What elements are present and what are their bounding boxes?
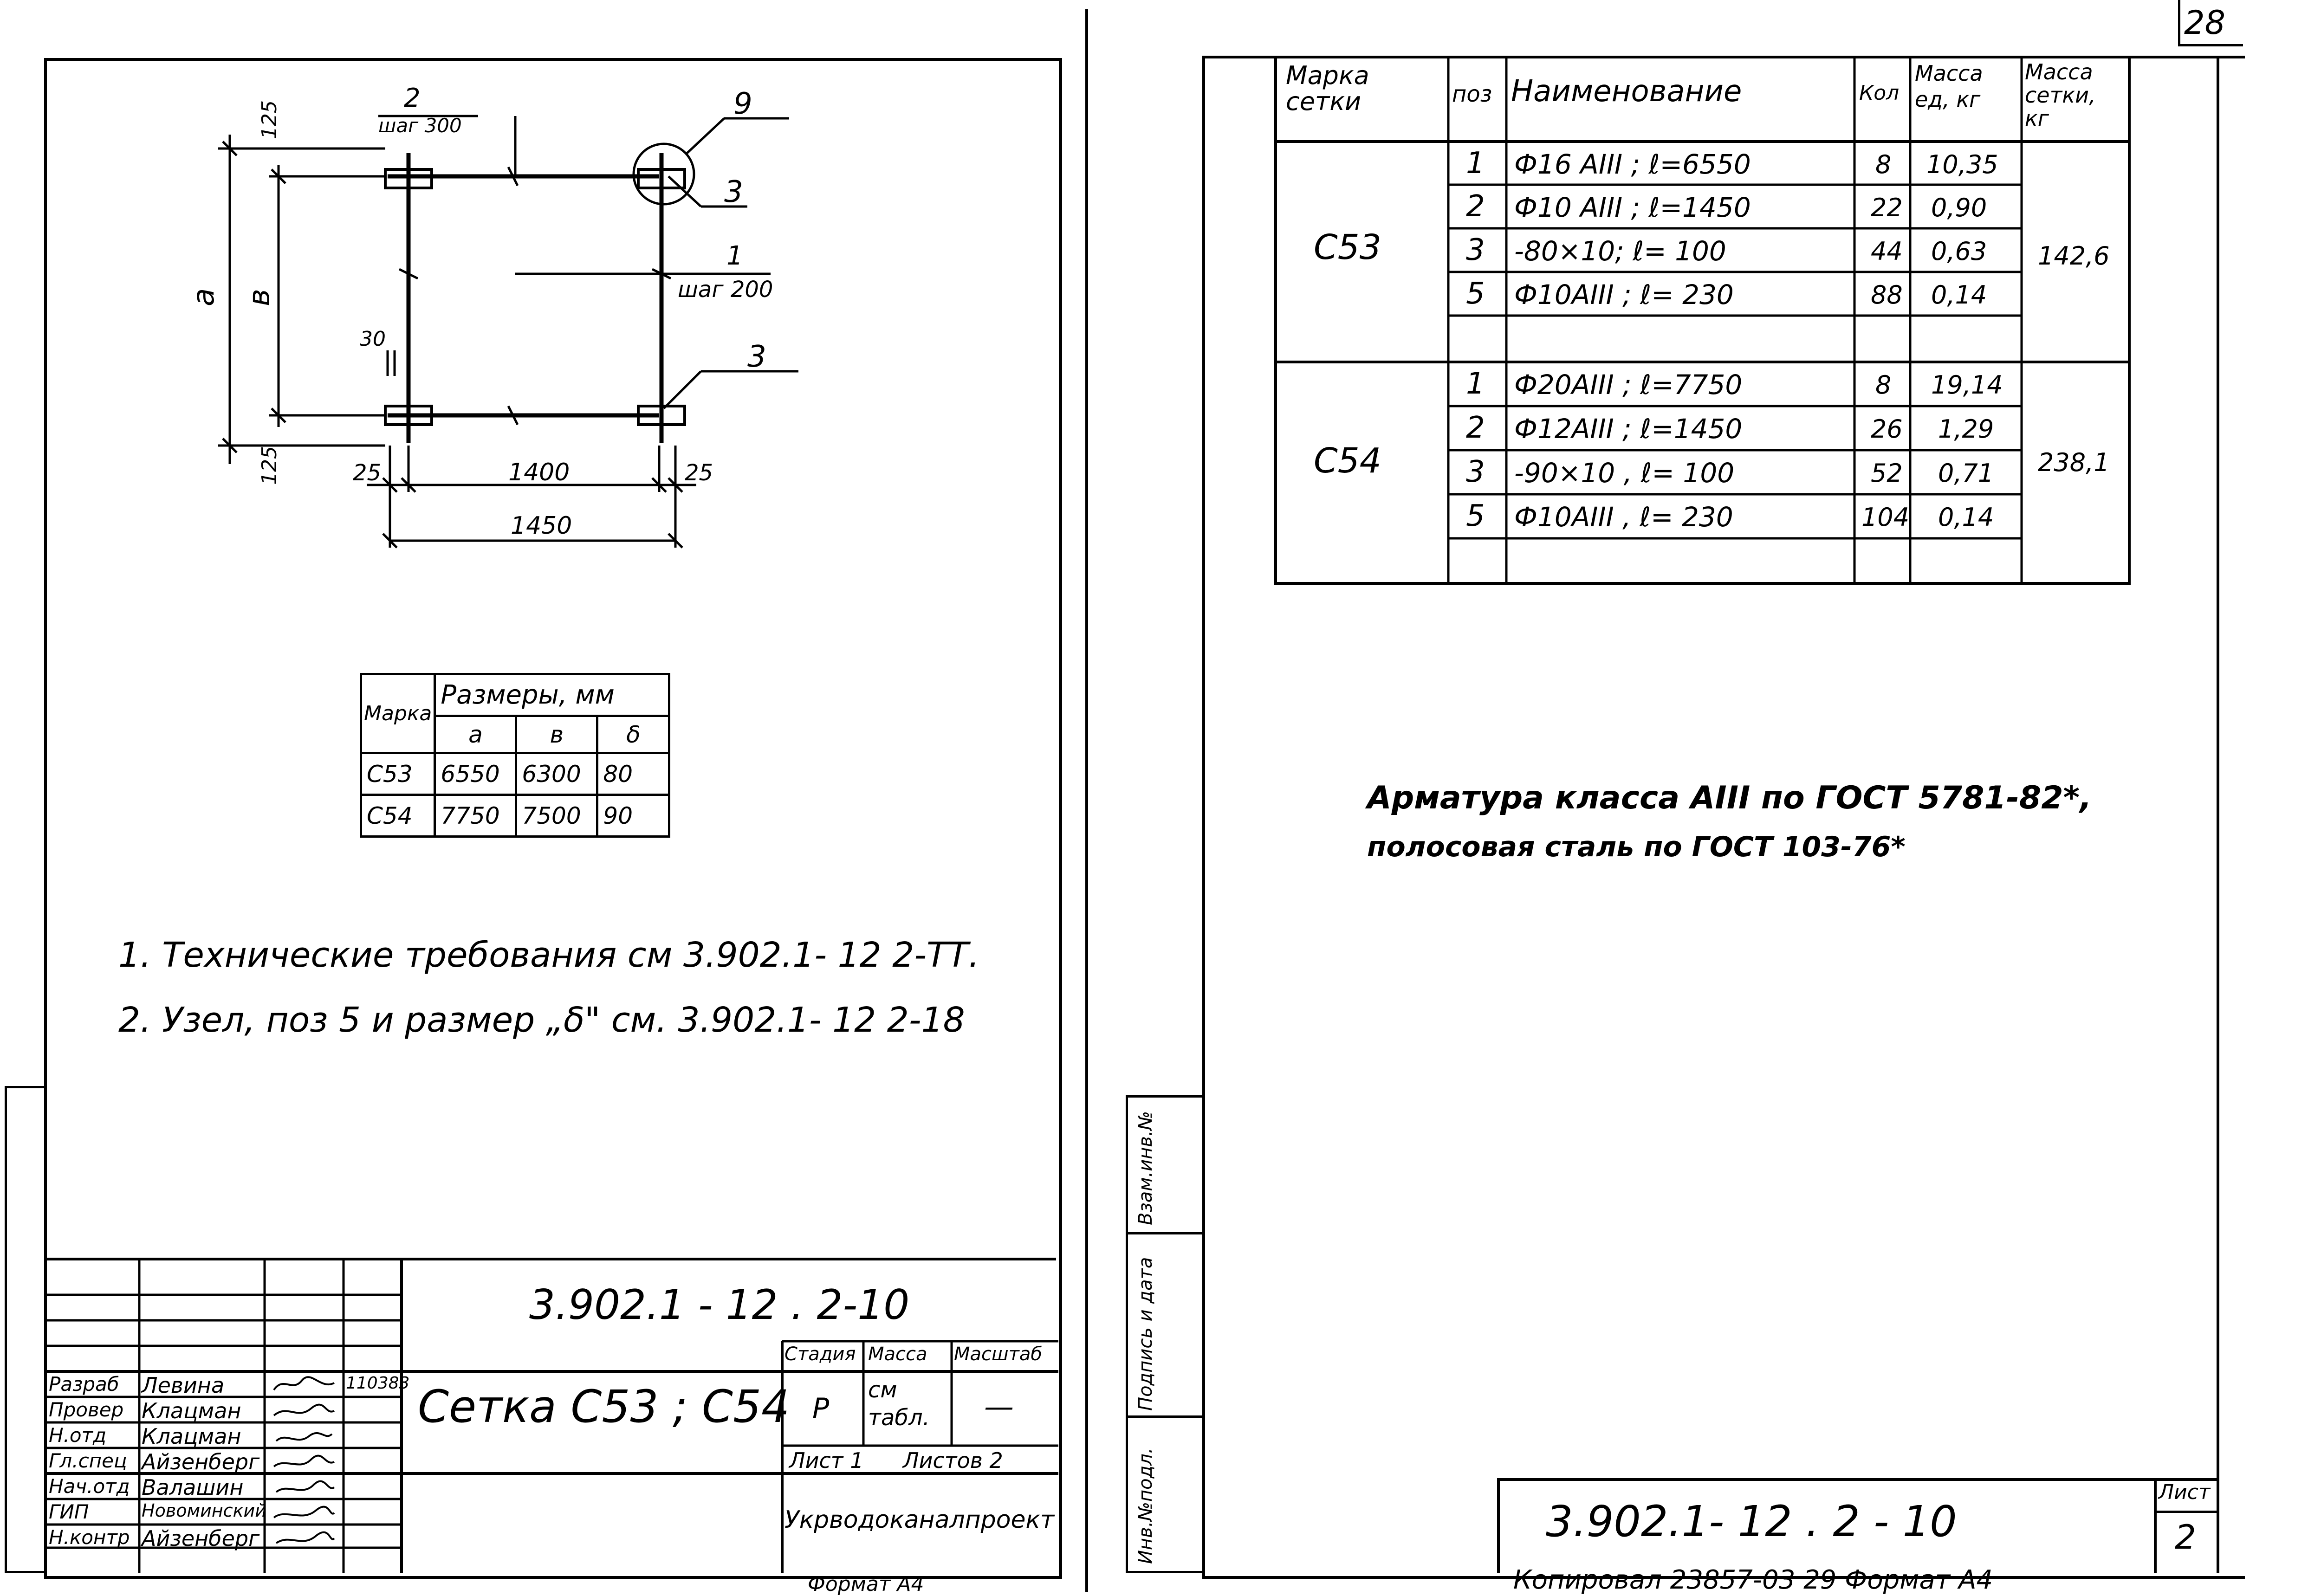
spec-name: Ф10АIII ; ℓ= 230	[1514, 279, 1734, 310]
mass-value: см табл.	[868, 1377, 930, 1431]
role: Нач.отд	[49, 1475, 130, 1498]
spec-header-name: Наименование	[1511, 74, 1742, 109]
dim-30: 30	[360, 327, 386, 351]
sizes-d: 90	[597, 795, 669, 837]
scale-value: —	[984, 1390, 1014, 1424]
mass-label: Масса	[868, 1344, 927, 1365]
right-bar-step: шаг 200	[678, 277, 773, 303]
spec-mass: 0,90	[1931, 193, 1987, 222]
spec-name: -90×10 , ℓ= 100	[1514, 457, 1735, 489]
sizes-mark-header: Марка	[361, 674, 435, 753]
spec-mass: 10,35	[1926, 150, 1998, 179]
side-stamp-divider-2	[1126, 1415, 1202, 1418]
reinforcement-note-line1: Арматура класса АIII по ГОСТ 5781-82*,	[1367, 780, 2092, 816]
spec-pos: 2	[1466, 189, 1485, 224]
spec-mass: 0,14	[1931, 280, 1987, 310]
approval-date: 110383	[346, 1374, 410, 1393]
sizes-a: 6550	[435, 753, 516, 795]
format-label: Формат А4	[808, 1572, 924, 1596]
scale-label: Масштаб	[954, 1344, 1043, 1365]
spec-qty: 8	[1875, 150, 1892, 179]
dim-25-right: 25	[685, 460, 713, 486]
side-stamp-2: Подпись и дата	[1135, 1257, 1156, 1411]
dim-1400: 1400	[508, 459, 570, 486]
spec-mass: 0,71	[1938, 459, 1994, 488]
spec-group-mark: С53	[1314, 227, 1381, 267]
spec-qty: 52	[1871, 459, 1903, 488]
dim-b: в	[242, 289, 277, 306]
title-block-title: Сетка С53 ; С54	[418, 1381, 790, 1433]
spec-qty: 104	[1861, 503, 1910, 532]
spec-qty: 22	[1871, 193, 1903, 222]
role: Разраб	[49, 1373, 119, 1396]
role-name: Новоминский	[142, 1500, 266, 1521]
sheets-label: Листов 2	[903, 1448, 1003, 1473]
spec-mass: 0,14	[1938, 503, 1994, 532]
sheet-divider	[1085, 9, 1088, 1592]
role: Провер	[49, 1398, 124, 1421]
footer-sheet-label: Лист	[2159, 1480, 2211, 1504]
sizes-mark: С53	[361, 753, 435, 795]
spec-header-mesh-mass: Масса сетки, кг	[2025, 59, 2096, 131]
note-2: 2. Узел, поз 5 и размер „δ" см. 3.902.1- 12 2-18	[118, 1000, 965, 1040]
sizes-a: 7750	[435, 795, 516, 837]
spec-mass: 1,29	[1938, 414, 1994, 444]
callout-9: 9	[733, 87, 752, 121]
callout-3-bottom: 3	[747, 340, 766, 374]
spec-name: -80×10; ℓ= 100	[1514, 235, 1726, 267]
side-stamp-1: Взам.инв.№	[1135, 1111, 1156, 1225]
spec-name: Ф10 АIII ; ℓ=1450	[1514, 192, 1751, 223]
dim-125-bottom: 125	[258, 446, 281, 485]
dim-125-top: 125	[258, 100, 281, 139]
callout-3-top: 3	[724, 175, 743, 209]
spec-group-total: 238,1	[2038, 448, 2110, 477]
stage-value: Р	[812, 1392, 830, 1425]
spec-pos: 1	[1466, 367, 1485, 401]
right-sheet-inner-border	[2217, 56, 2219, 1573]
role-name: Валашин	[142, 1475, 244, 1500]
spec-header-unit-mass: Масса ед, кг	[1915, 61, 1983, 112]
spec-mass: 0,63	[1931, 237, 1987, 266]
spec-group-total: 142,6	[2038, 241, 2110, 271]
role: Гл.спец	[49, 1449, 127, 1472]
title-block-code: 3.902.1 - 12 . 2-10	[529, 1281, 910, 1329]
role: Н.отд	[49, 1424, 107, 1447]
spec-name: Ф10АIII , ℓ= 230	[1514, 501, 1733, 533]
role: ГИП	[49, 1500, 89, 1523]
role-name: Клацман	[142, 1398, 241, 1423]
note-1: 1. Технические требования см 3.902.1- 12 2-ТТ.	[118, 935, 979, 975]
dim-a: a	[187, 288, 221, 306]
spec-header-mark: Марка сетки	[1286, 61, 1369, 116]
footer-sheet-number: 2	[2175, 1518, 2196, 1557]
signatures	[265, 1371, 344, 1573]
top-bar-label: 2	[404, 83, 421, 113]
role-name: Левина	[142, 1373, 225, 1398]
dim-25-left: 25	[353, 460, 382, 486]
side-stamp-divider-1	[1126, 1232, 1202, 1234]
sizes-col-b: в	[516, 716, 597, 753]
organization: Укрводоканалпроект	[784, 1506, 1055, 1534]
spec-qty: 88	[1871, 280, 1903, 310]
footer-code: 3.902.1- 12 . 2 - 10	[1546, 1497, 1957, 1546]
spec-pos: 3	[1466, 455, 1485, 489]
sizes-col-d: δ	[597, 716, 669, 753]
top-bar-step: шаг 300	[378, 114, 462, 137]
spec-pos: 2	[1466, 411, 1485, 445]
spec-mass: 19,14	[1931, 370, 2003, 400]
sizes-mark: С54	[361, 795, 435, 837]
sizes-d: 80	[597, 753, 669, 795]
footer-stamp-sheet-line	[2154, 1511, 2219, 1513]
stage-label: Стадия	[784, 1344, 856, 1365]
copy-line: Копировал 23857-03 29 Формат А4	[1513, 1565, 1993, 1595]
reinforcement-note-line2: полосовая сталь по ГОСТ 103-76*	[1367, 831, 1906, 863]
sheet-label: Лист 1	[789, 1448, 864, 1473]
spec-group-mark: С54	[1314, 441, 1381, 481]
spec-name: Ф12АIII ; ℓ=1450	[1514, 413, 1743, 445]
spec-pos: 1	[1466, 146, 1485, 181]
role: Н.контр	[49, 1526, 130, 1549]
sizes-header: Размеры, мм	[435, 674, 669, 716]
spec-name: Ф20АIII ; ℓ=7750	[1514, 369, 1743, 401]
spec-qty: 44	[1871, 237, 1903, 266]
role-name: Айзенберг	[142, 1449, 260, 1474]
spec-qty: 26	[1871, 414, 1903, 444]
spec-header-qty: Кол	[1859, 81, 1900, 105]
page-number: 28	[2184, 4, 2226, 42]
side-stamp-3: Инв.№подл.	[1135, 1447, 1156, 1564]
dim-1450: 1450	[511, 512, 572, 540]
spec-name: Ф16 АIII ; ℓ=6550	[1514, 149, 1751, 180]
spec-pos: 5	[1466, 277, 1485, 311]
footer-stamp-divider	[2154, 1478, 2157, 1573]
spec-pos: 3	[1466, 233, 1485, 267]
spec-qty: 8	[1875, 370, 1892, 400]
right-bar-label: 1	[726, 241, 743, 271]
sizes-col-a: a	[435, 716, 516, 753]
sizes-b: 6300	[516, 753, 597, 795]
spec-header-pos: поз	[1452, 81, 1492, 107]
role-name: Клацман	[142, 1424, 241, 1449]
sizes-b: 7500	[516, 795, 597, 837]
role-name: Айзенберг	[142, 1526, 260, 1551]
spec-pos: 5	[1466, 499, 1485, 533]
